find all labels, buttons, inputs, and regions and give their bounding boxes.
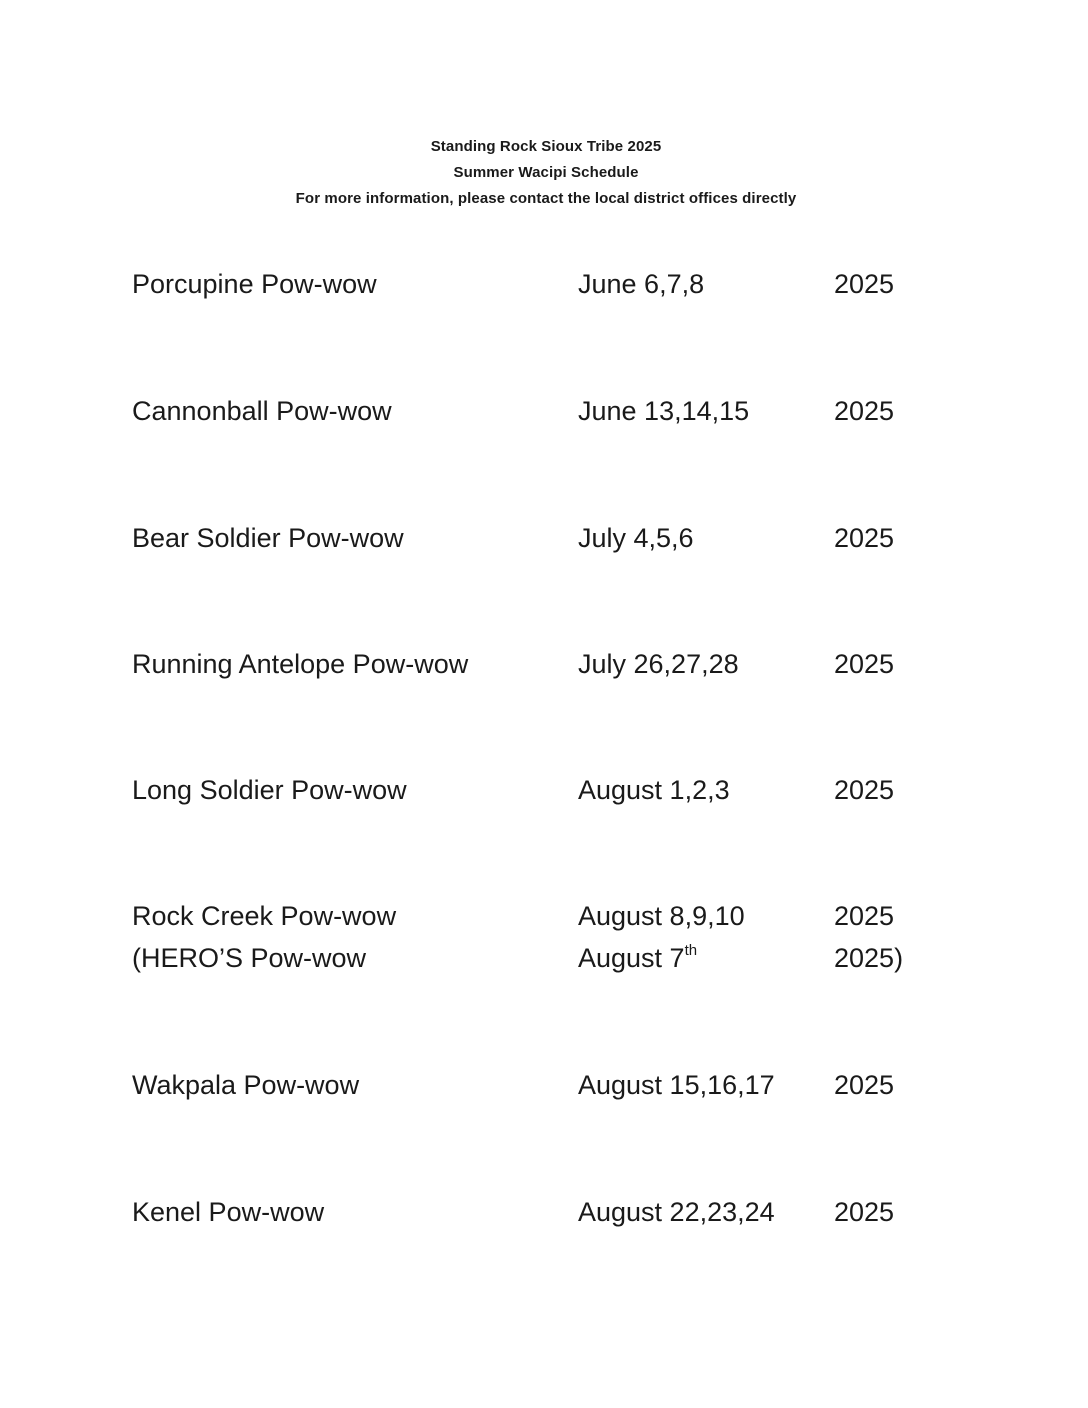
document-subtitle: Summer Wacipi Schedule bbox=[453, 164, 639, 181]
event-year: 2025 bbox=[834, 396, 895, 426]
event-year: 2025 bbox=[834, 269, 895, 299]
event-name: Wakpala Pow-wow bbox=[132, 1070, 360, 1100]
event-date: August 22,23,24 bbox=[578, 1197, 775, 1227]
event-year: 2025 bbox=[834, 523, 895, 553]
event-name-group bbox=[132, 895, 396, 979]
event-year: 2025 bbox=[834, 775, 895, 805]
event-year: 2025 bbox=[834, 901, 895, 931]
event-name: Running Antelope Pow-wow bbox=[132, 649, 469, 679]
event-name: Rock Creek Pow-wow bbox=[132, 901, 397, 931]
event-name: Porcupine Pow-wow bbox=[132, 269, 377, 299]
event-sub-date: August 7 bbox=[578, 943, 685, 973]
contact-note: For more information, please contact the local district offices directly bbox=[295, 190, 797, 207]
document-header bbox=[0, 134, 1088, 212]
event-year-group bbox=[834, 895, 903, 979]
event-date: July 4,5,6 bbox=[578, 523, 694, 553]
event-date-group bbox=[578, 895, 745, 979]
event-name: Kenel Pow-wow bbox=[132, 1197, 325, 1227]
event-year: 2025 bbox=[834, 1197, 895, 1227]
event-date: July 26,27,28 bbox=[578, 649, 739, 679]
event-year: 2025 bbox=[834, 649, 895, 679]
event-name: Cannonball Pow-wow bbox=[132, 396, 392, 426]
event-date: August 8,9,10 bbox=[578, 901, 745, 931]
ordinal-suffix: th bbox=[684, 942, 698, 959]
event-date: June 13,14,15 bbox=[578, 396, 750, 426]
event-name: Long Soldier Pow-wow bbox=[132, 775, 407, 805]
event-year: 2025 bbox=[834, 1070, 895, 1100]
event-name: Bear Soldier Pow-wow bbox=[132, 523, 404, 553]
event-date: August 15,16,17 bbox=[578, 1070, 775, 1100]
event-date: June 6,7,8 bbox=[578, 269, 705, 299]
event-sub-year: 2025) bbox=[834, 943, 904, 973]
document-title: Standing Rock Sioux Tribe 2025 bbox=[430, 138, 662, 155]
event-date: August 1,2,3 bbox=[578, 775, 730, 805]
event-sub-name: (HERO’S Pow-wow bbox=[132, 943, 367, 973]
event-sub-date-line bbox=[578, 937, 745, 979]
